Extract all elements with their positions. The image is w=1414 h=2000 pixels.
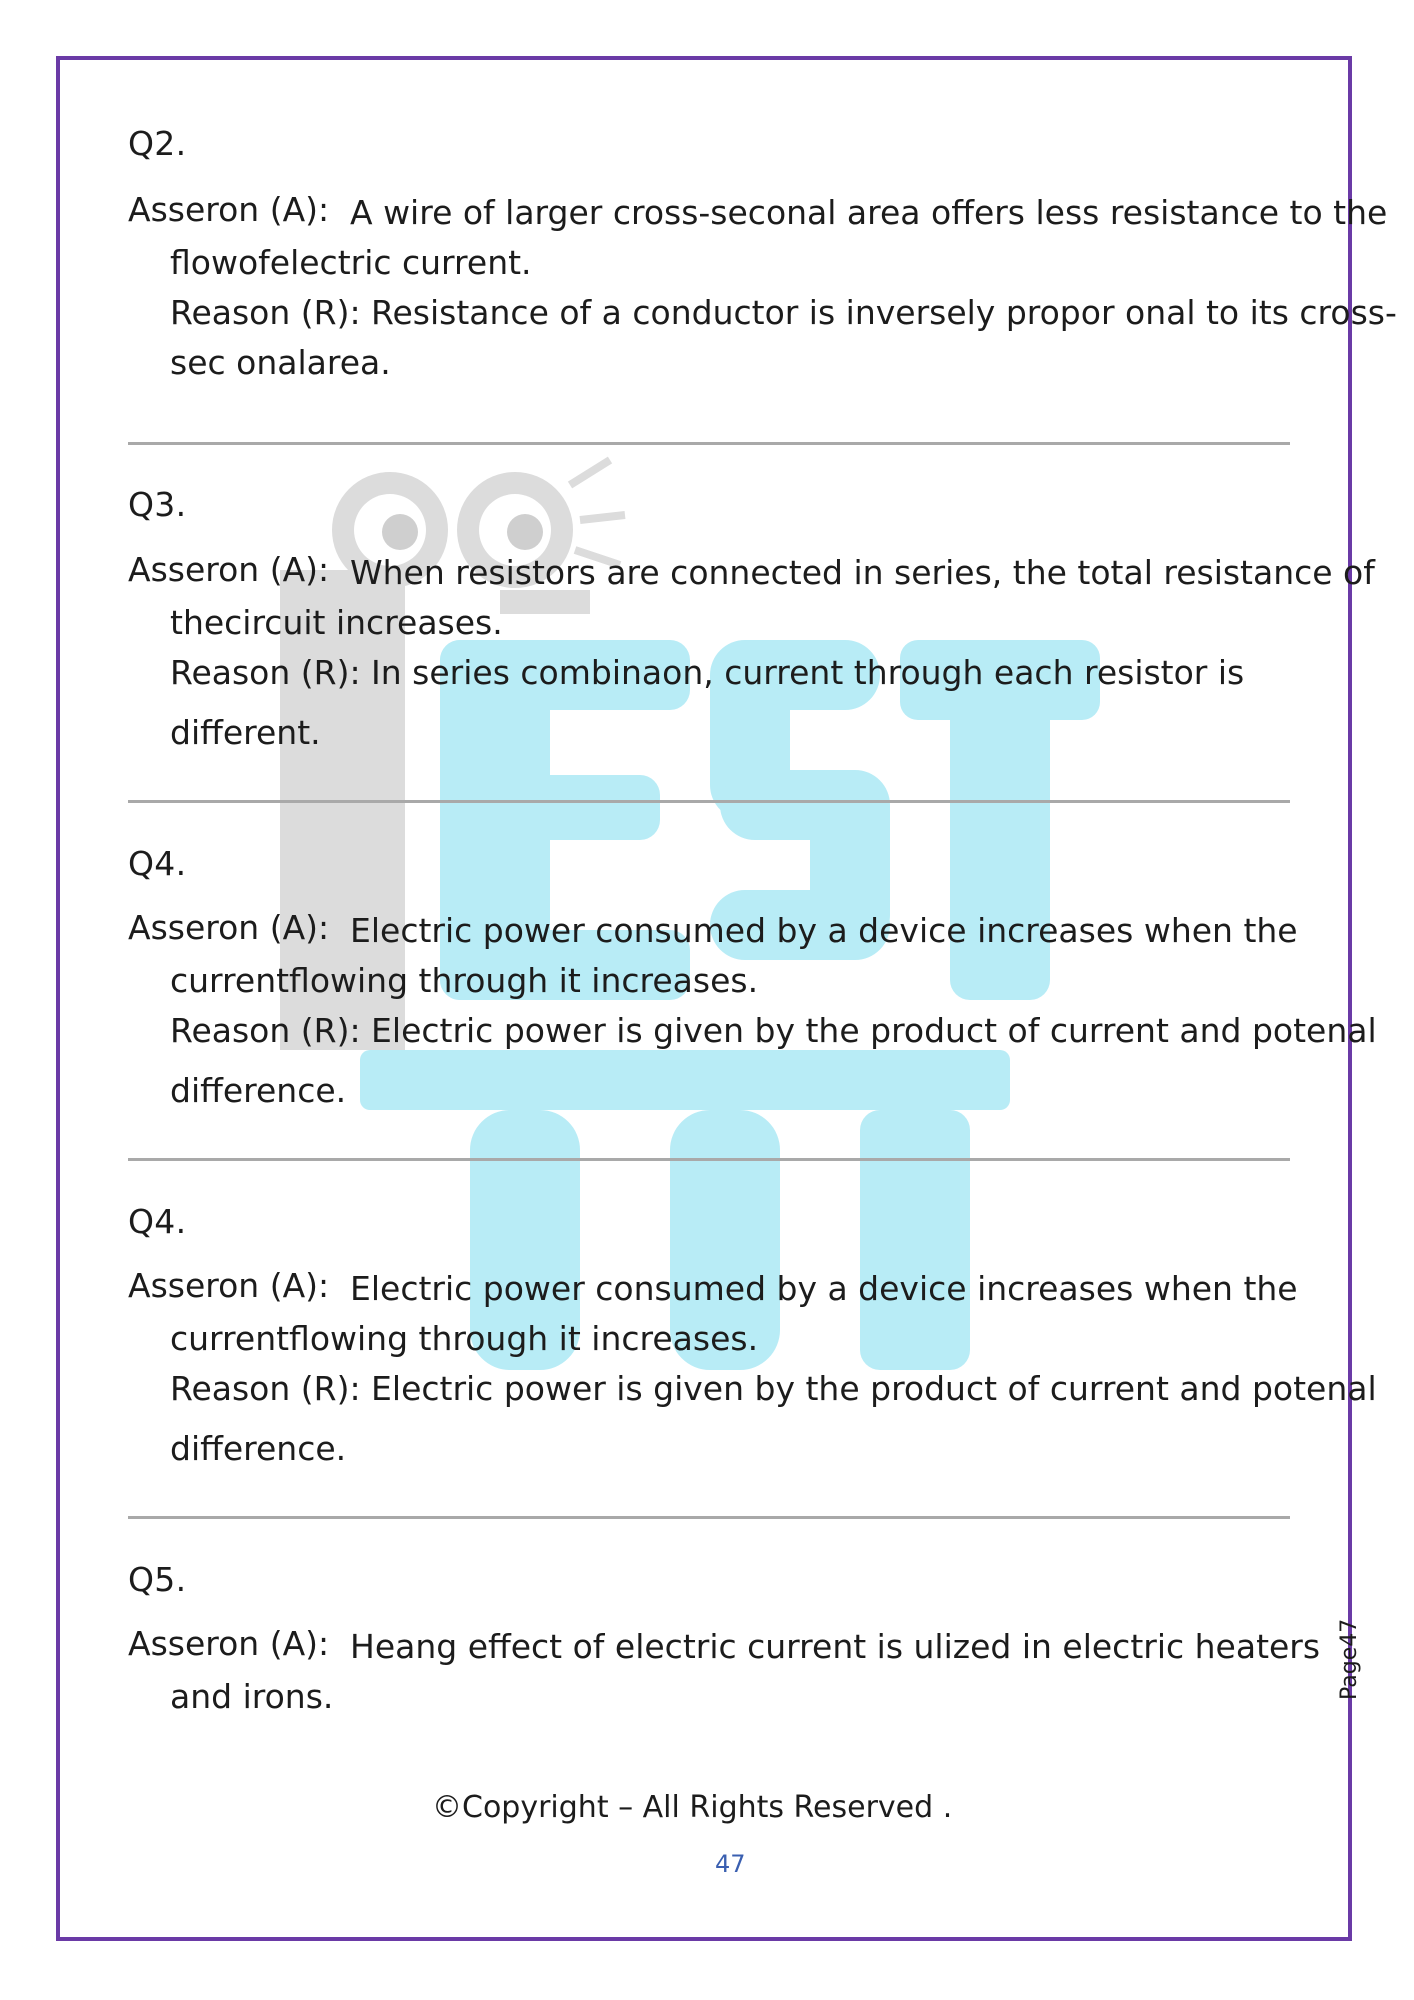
- watermark-letters: [360, 640, 1100, 1370]
- divider: [128, 800, 1290, 803]
- reason-text-continued: difference.: [170, 1429, 347, 1468]
- reason-text-continued: sec onalarea.: [170, 343, 391, 382]
- assertion-label: Asseron (A):: [128, 190, 330, 229]
- assertion-label: Asseron (A):: [128, 908, 330, 947]
- divider: [128, 442, 1290, 445]
- assertion-text-continued: currentflowing through it increases.: [170, 1319, 759, 1358]
- assertion-text: Heang effect of electric current is ulized in electric heaters: [350, 1627, 1321, 1666]
- assertion-text-continued: currentflowing through it increases.: [170, 961, 759, 1000]
- reason-text: Reason (R): Electric power is given by the product of current and potenal: [170, 1011, 1377, 1050]
- question-number: Q3.: [128, 485, 187, 524]
- assertion-text-continued: thecircuit increases.: [170, 603, 503, 642]
- reason-text: Reason (R): Electric power is given by the product of current and potenal: [170, 1369, 1377, 1408]
- assertion-text: When resistors are connected in series, the total resistance of: [350, 553, 1375, 592]
- assertion-text: A wire of larger cross-seconal area offers less resistance to the: [350, 193, 1388, 232]
- reason-text: Reason (R): In series combinaon, current through each resistor is: [170, 653, 1245, 692]
- assertion-label: Asseron (A):: [128, 550, 330, 589]
- question-number: Q4.: [128, 844, 187, 883]
- question-number: Q5.: [128, 1560, 187, 1599]
- side-page-label: Page47: [1337, 1618, 1362, 1700]
- reason-text-continued: different.: [170, 713, 321, 752]
- question-number: Q2.: [128, 124, 187, 163]
- reason-text: Reason (R): Resistance of a conductor is inversely propor onal to its cross-: [170, 293, 1397, 332]
- assertion-label: Asseron (A):: [128, 1624, 330, 1663]
- page-number: 47: [715, 1850, 746, 1878]
- reason-text-continued: difference.: [170, 1071, 347, 1110]
- assertion-text-continued: flowofelectric current.: [170, 243, 532, 282]
- assertion-text: Electric power consumed by a device increases when the: [350, 911, 1298, 950]
- assertion-text-continued: and irons.: [170, 1677, 334, 1716]
- divider: [128, 1516, 1290, 1519]
- divider: [128, 1158, 1290, 1161]
- question-number: Q4.: [128, 1202, 187, 1241]
- assertion-text: Electric power consumed by a device increases when the: [350, 1269, 1298, 1308]
- copyright-footer: ©Copyright – All Rights Reserved .: [432, 1790, 953, 1825]
- assertion-label: Asseron (A):: [128, 1266, 330, 1305]
